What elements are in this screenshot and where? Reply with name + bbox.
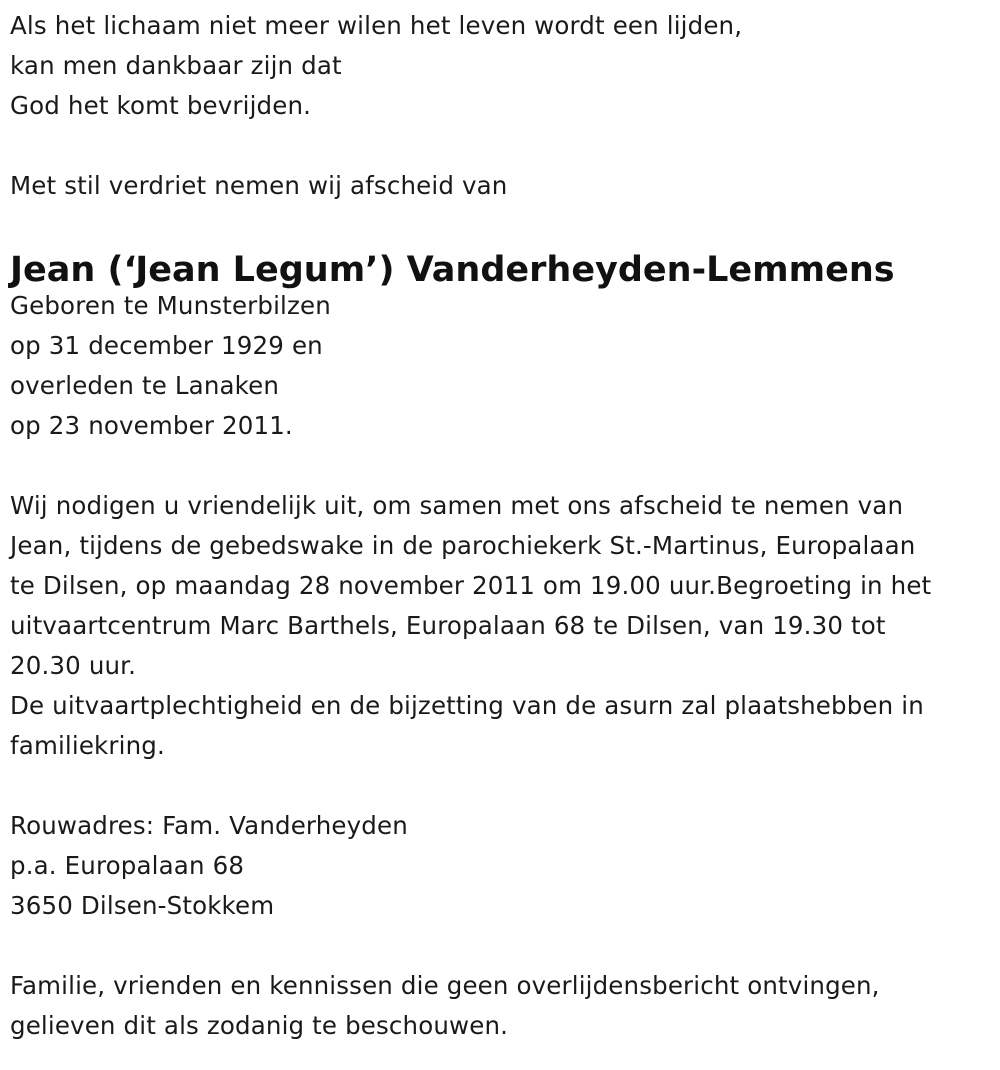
invitation-line: 20.30 uur. [10,651,137,680]
death-notice [10,6,995,1046]
life-line: op 31 december 1929 en [10,331,323,360]
life-line: op 23 november 2011. [10,411,293,440]
invitation-line: uitvaartcentrum Marc Barthels, Europalaan 68 te Dilsen, van 19.30 tot [10,611,886,640]
ceremony-line: De uitvaartplechtigheid en de bijzetting van de asurn zal plaatshebben in [10,691,924,720]
closing-line: Familie, vrienden en kennissen die geen overlijdensbericht ontvingen, [10,971,880,1000]
closing-note [10,966,995,1046]
spacer [10,766,995,806]
poem-line: kan men dankbaar zijn dat [10,51,342,80]
spacer [10,206,995,246]
spacer [10,926,995,966]
address-line: p.a. Europalaan 68 [10,851,245,880]
invitation-line: Jean, tijdens de gebedswake in de parochiekerk St.-Martinus, Europalaan [10,531,916,560]
spacer [10,126,995,166]
spacer [10,446,995,486]
poem [10,6,995,126]
life-details [10,286,995,446]
address-line: 3650 Dilsen-Stokkem [10,891,275,920]
life-line: Geboren te Munsterbilzen [10,291,331,320]
poem-line: God het komt bevrijden. [10,91,312,120]
intro-text: Met stil verdriet nemen wij afscheid van [10,171,508,200]
ceremony-line: familiekring. [10,731,165,760]
address-line: Rouwadres: Fam. Vanderheyden [10,811,408,840]
invitation-paragraph [10,486,995,766]
poem-line: Als het lichaam niet meer wilen het leven wordt een lijden, [10,11,743,40]
deceased-name: Jean (‘Jean Legum’) Vanderheyden-Lemmens [10,250,895,290]
mourning-address [10,806,995,926]
life-line: overleden te Lanaken [10,371,280,400]
invitation-line: te Dilsen, op maandag 28 november 2011 om 19.00 uur.Begroeting in het [10,571,932,600]
closing-line: gelieven dit als zodanig te beschouwen. [10,1011,509,1040]
invitation-line: Wij nodigen u vriendelijk uit, om samen met ons afscheid te nemen van [10,491,904,520]
